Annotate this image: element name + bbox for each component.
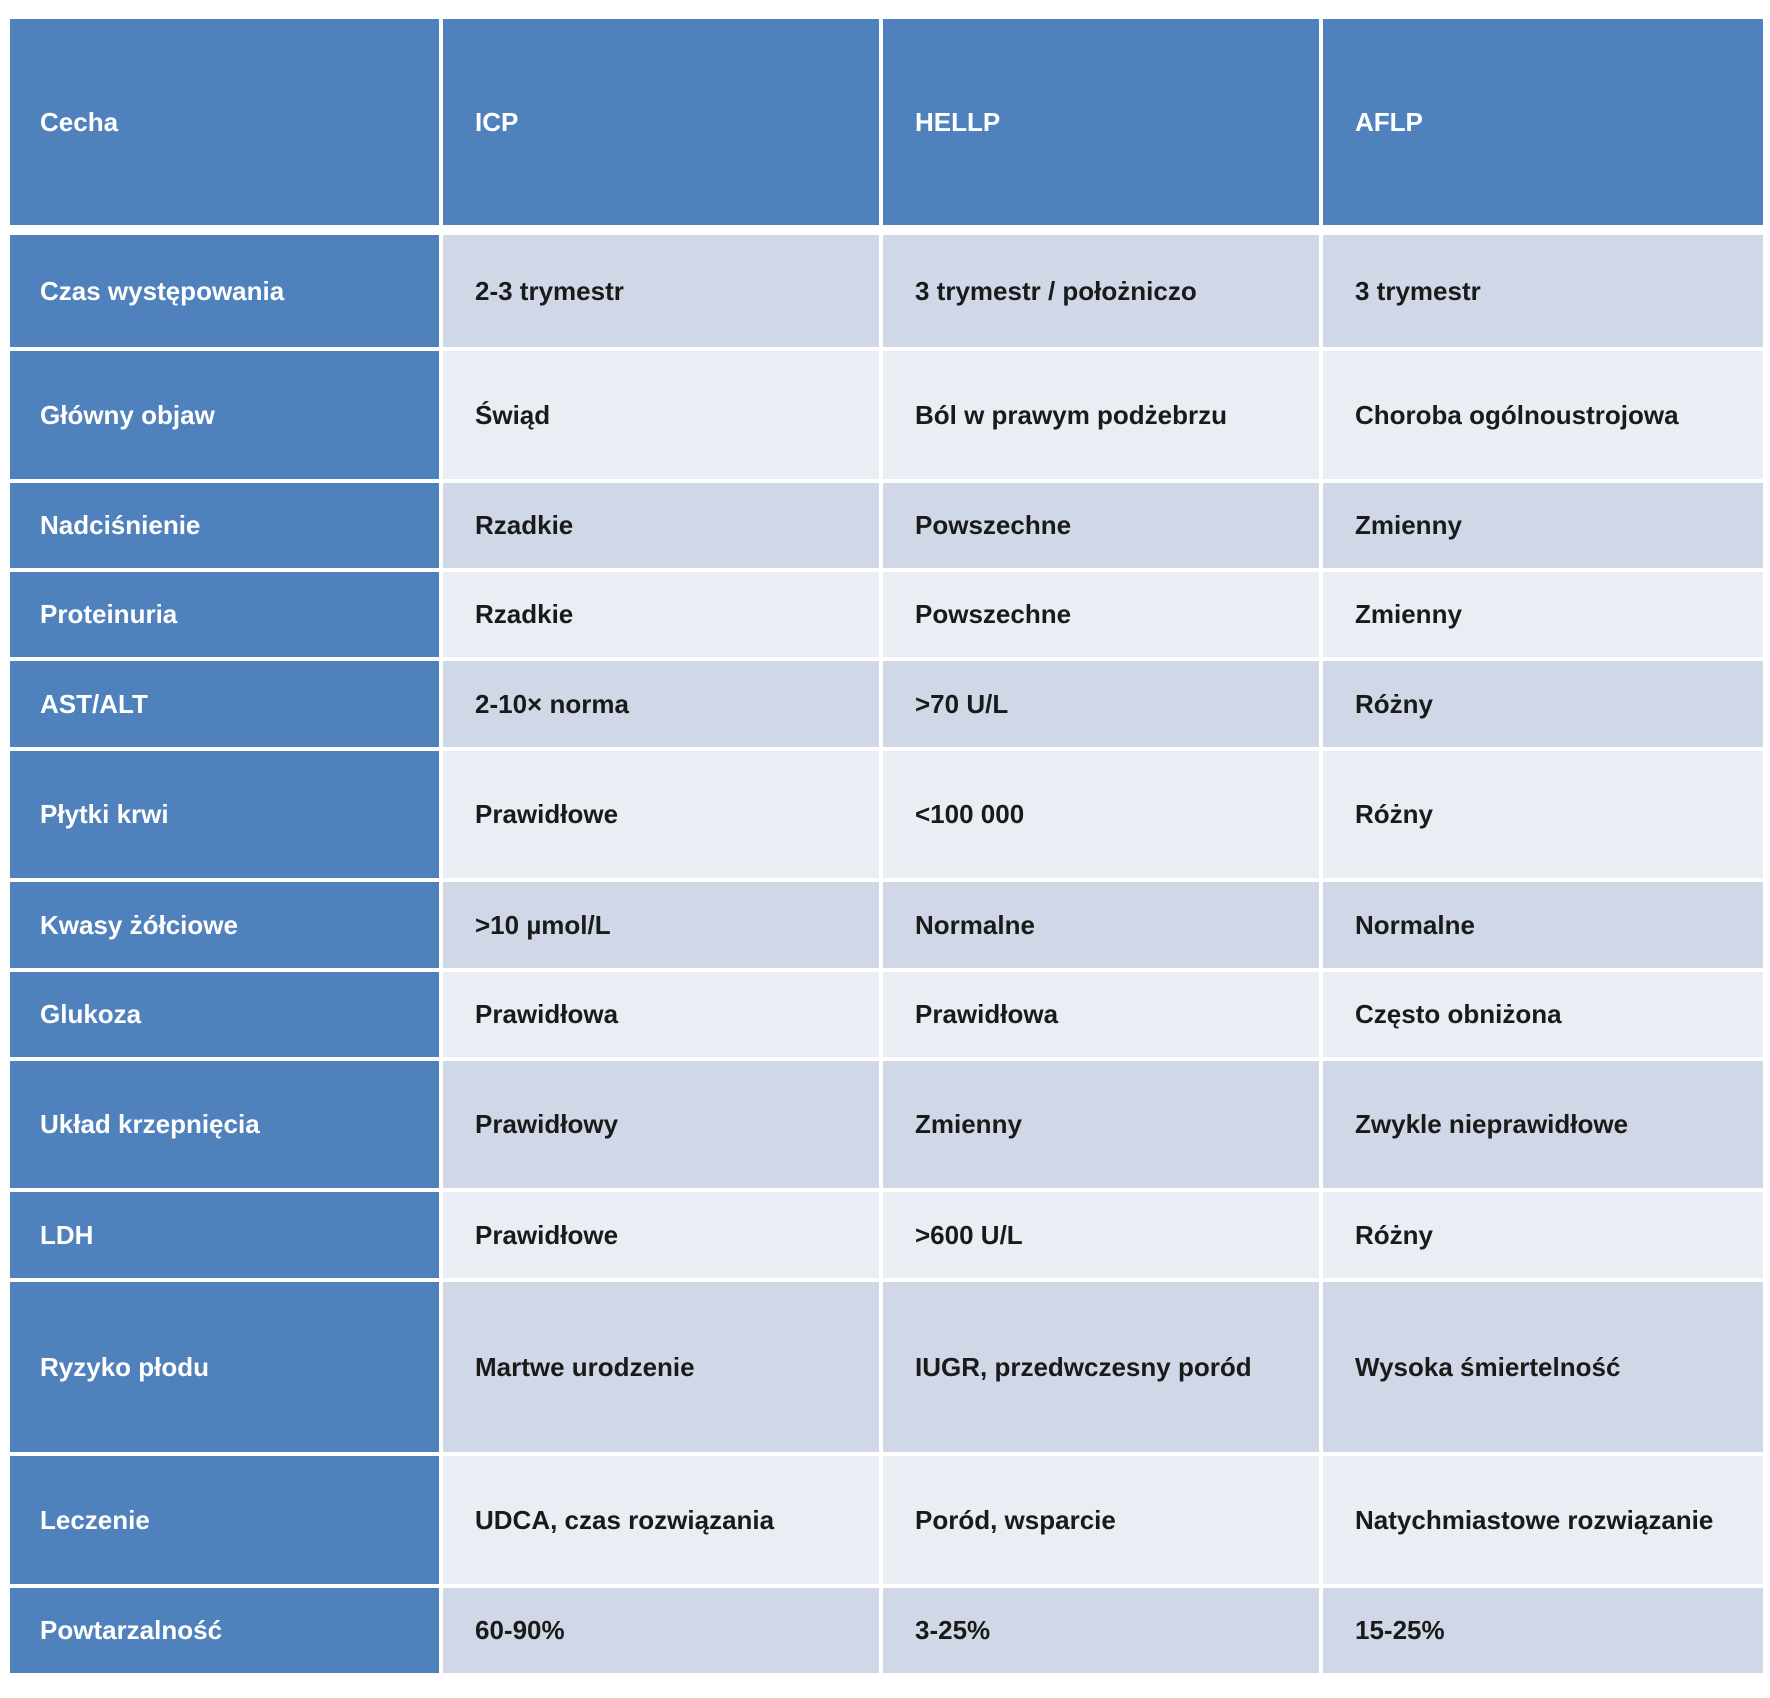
row-header-cell: Główny objaw — [10, 351, 443, 483]
table-cell: Często obniżona — [1323, 972, 1763, 1061]
table-cell: >70 U/L — [883, 661, 1323, 751]
header-cell-feature: Cecha — [10, 19, 443, 235]
row-header-cell: Układ krzepnięcia — [10, 1061, 443, 1192]
table-cell: UDCA, czas rozwiązania — [443, 1456, 883, 1588]
table-cell: Normalne — [883, 882, 1323, 972]
table-cell: <100 000 — [883, 751, 1323, 882]
table-cell: Różny — [1323, 751, 1763, 882]
table-cell: Różny — [1323, 661, 1763, 751]
table-cell: Prawidłowe — [443, 751, 883, 882]
header-cell-aflp: AFLP — [1323, 19, 1763, 235]
row-header-cell: LDH — [10, 1192, 443, 1282]
row-header-cell: Leczenie — [10, 1456, 443, 1588]
row-header-cell: Czas występowania — [10, 235, 443, 351]
table-cell: Świąd — [443, 351, 883, 483]
comparison-table — [10, 19, 1763, 1677]
table-cell: Powszechne — [883, 483, 1323, 572]
table-cell: Prawidłowa — [443, 972, 883, 1061]
row-header-cell: Nadciśnienie — [10, 483, 443, 572]
table-cell: Zwykle nieprawidłowe — [1323, 1061, 1763, 1192]
row-header-cell: Proteinuria — [10, 572, 443, 661]
table-cell: Prawidłowa — [883, 972, 1323, 1061]
table-cell: 2-10× norma — [443, 661, 883, 751]
table-cell: Zmienny — [1323, 483, 1763, 572]
table-cell: Choroba ogólnoustrojowa — [1323, 351, 1763, 483]
table-cell: Poród, wsparcie — [883, 1456, 1323, 1588]
row-header-cell: Ryzyko płodu — [10, 1282, 443, 1456]
table-cell: Powszechne — [883, 572, 1323, 661]
table-cell: Prawidłowe — [443, 1192, 883, 1282]
row-header-cell: Powtarzalność — [10, 1588, 443, 1677]
table-cell: 3 trymestr / położniczo — [883, 235, 1323, 351]
table-cell: Ból w prawym podżebrzu — [883, 351, 1323, 483]
table-cell: Rzadkie — [443, 483, 883, 572]
row-header-cell: Kwasy żółciowe — [10, 882, 443, 972]
table-cell: Martwe urodzenie — [443, 1282, 883, 1456]
row-header-cell: AST/ALT — [10, 661, 443, 751]
table-cell: IUGR, przedwczesny poród — [883, 1282, 1323, 1456]
table-cell: Zmienny — [1323, 572, 1763, 661]
table-cell: Różny — [1323, 1192, 1763, 1282]
table-cell: Prawidłowy — [443, 1061, 883, 1192]
table-cell: 60-90% — [443, 1588, 883, 1677]
table-cell: 15-25% — [1323, 1588, 1763, 1677]
table-cell: >10 µmol/L — [443, 882, 883, 972]
row-header-cell: Płytki krwi — [10, 751, 443, 882]
table-cell: >600 U/L — [883, 1192, 1323, 1282]
table-cell: 2-3 trymestr — [443, 235, 883, 351]
header-cell-hellp: HELLP — [883, 19, 1323, 235]
table-cell: Natychmiastowe rozwiązanie — [1323, 1456, 1763, 1588]
table-cell: Rzadkie — [443, 572, 883, 661]
table-cell: 3-25% — [883, 1588, 1323, 1677]
table-cell: Normalne — [1323, 882, 1763, 972]
table-cell: 3 trymestr — [1323, 235, 1763, 351]
table-cell: Wysoka śmiertelność — [1323, 1282, 1763, 1456]
table-cell: Zmienny — [883, 1061, 1323, 1192]
row-header-cell: Glukoza — [10, 972, 443, 1061]
header-cell-icp: ICP — [443, 19, 883, 235]
